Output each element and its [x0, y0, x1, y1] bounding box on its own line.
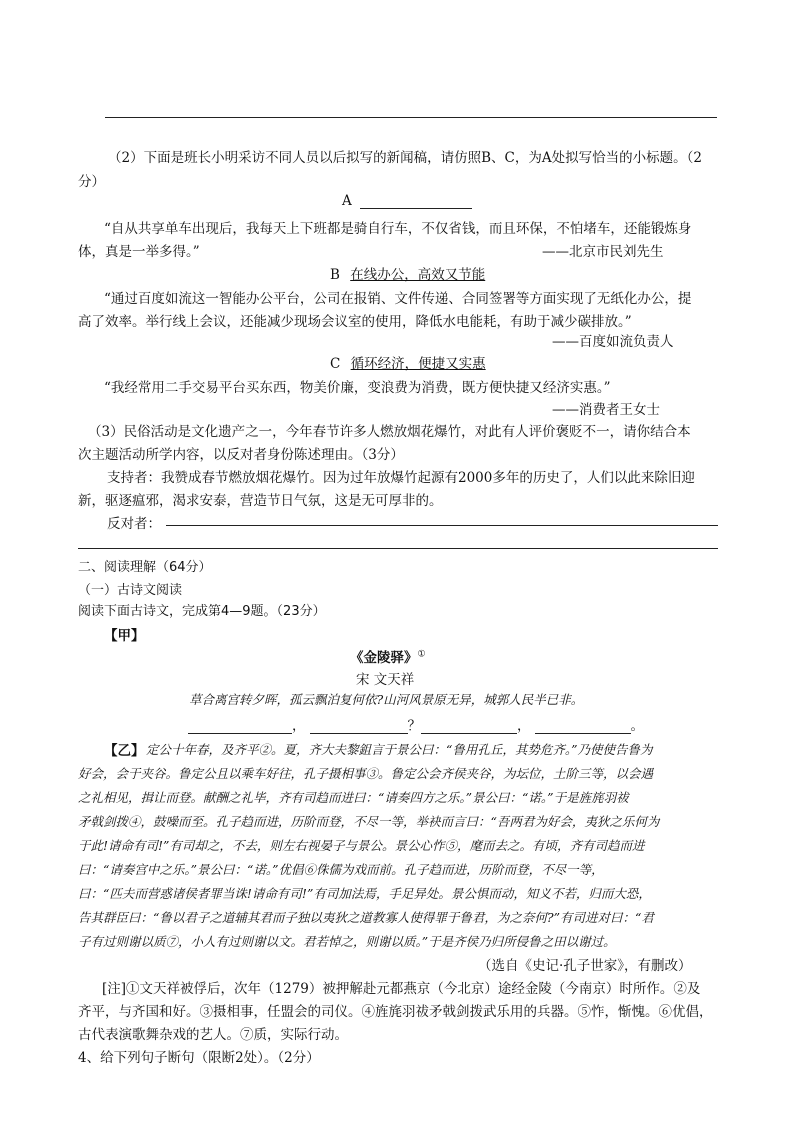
yi-line-6: 曰：“匹夫而营惑诸侯者罪当诛!请命有司!”有司加法焉，手足异处。景公惧而动，知义不若，归而大恐，	[78, 886, 651, 901]
yi-line-2: 之礼相见，揖让而登。献酬之礼毕，齐有司趋而进曰：“请奏四方之乐。”景公曰：“诺。”于是旌旄羽祓	[78, 790, 629, 805]
q2-a-quote-line2: 体，真是一举多得。”	[78, 244, 200, 260]
poem-blank-3[interactable]	[421, 719, 517, 734]
poem-blank-end: 。	[630, 718, 644, 734]
q2-c-quote: “我经常用二手交易平台买东西，物美价廉，变浪费为消费，既方便快捷又经济实惠。”	[104, 380, 611, 396]
poem-blank-1[interactable]	[188, 719, 292, 734]
poem-note-mark: ①	[417, 649, 426, 660]
q2-prompt-line1: （2）下面是班长小明采访不同人员以后拟写的新闻稿，请仿照B、C，为A处拟写恰当的小标题。（2	[108, 150, 702, 166]
yi-line-1: 好会，会于夹谷。鲁定公且以乘车好往，孔子摄相事③。鲁定公会齐侯夹谷，为坛位，土阶三等，以会遇	[78, 766, 654, 781]
poem-author: 宋 文天祥	[356, 672, 415, 688]
q3-oppose-answer-line[interactable]	[166, 525, 718, 526]
q3-oppose-label: 反对者：	[107, 516, 161, 532]
q2-b-quote-line2: 高了效率。举行线上会议，还能减少现场会议室的使用，降低水电能耗，有助于减少碳排放。”	[78, 314, 632, 330]
q4-prompt: 4、给下列句子断句（限断2处）。（2分）	[78, 1050, 320, 1066]
q2-c-heading	[330, 352, 486, 372]
q3-oppose-row	[107, 512, 161, 532]
jia-label: 【甲】	[104, 628, 145, 644]
poem-blank-row	[188, 714, 644, 734]
yi-line-7: 告其群臣曰：“鲁以君子之道辅其君而子独以夷狄之道教寡人使得罪于鲁君，为之奈何?”有司进对曰：“君	[78, 910, 654, 925]
q2-a-answer-blank[interactable]	[360, 194, 472, 209]
notes-line3: 古代表演歌舞杂戏的艺人。⑦质，实际行动。	[78, 1027, 348, 1043]
q2-prompt-line2: 分）	[78, 174, 105, 190]
q2-b-label: B	[330, 267, 340, 283]
poem-title: 《金陵驿》	[350, 650, 418, 666]
q2-b-source: ——百度如流负责人	[552, 334, 674, 350]
q2-a-heading	[342, 193, 472, 209]
q2-b-heading	[330, 263, 485, 283]
yi-line-0: 定公十年春，及齐平②。夏，齐大夫黎鉏言于景公曰：“鲁用孔丘，其势危齐。”乃使使告鲁为	[146, 742, 653, 757]
q2-b-title: 在线办公，高效又节能	[350, 267, 486, 283]
q3-answer-line-2[interactable]	[78, 548, 718, 549]
section2-instruction: 阅读下面古诗文，完成第4—9题。（23分）	[78, 604, 326, 619]
poem-title-row	[350, 646, 426, 666]
q3-support-line1: 支持者：我赞成春节燃放烟花爆竹。因为过年放爆竹起源有2000多年的历史了，人们以此来除旧迎	[107, 470, 695, 486]
poem-blank-4[interactable]	[535, 719, 631, 734]
q2-c-title: 循环经济，便捷又实惠	[350, 356, 486, 372]
q2-a-quote-line1: “自从共享单车出现后，我每天上下班都是骑自行车，不仅省钱，而且环保，不怕堵车，还能锻炼身	[104, 221, 692, 237]
yi-source: （选自《史记·孔子世家》，有删改）	[478, 958, 692, 974]
q2-a-source: ——北京市民刘先生	[542, 244, 664, 260]
q2-c-label: C	[330, 356, 341, 372]
top-divider	[105, 117, 717, 118]
poem-line1: 草合离宫转夕晖，孤云飘泊复何依?山河风景原无异，城郭人民半已非。	[189, 692, 584, 707]
q3-prompt-line2: 次主题活动所学内容，以反对者身份陈述理由。（3分）	[78, 447, 404, 463]
notes-line2: 齐平，与齐国和好。③摄相事，任盟会的司仪。④旌旄羽祓矛戟剑拨武乐用的兵器。⑤怍，惭愧。⑥优倡，	[78, 1004, 713, 1020]
yi-line-5: 曰：“请奏宫中之乐。”景公曰：“诺。”优倡⑥侏儒为戏而前。孔子趋而进，历阶而登，不尽一等，	[78, 862, 604, 877]
poem-blank-sep1: ，	[292, 718, 306, 734]
q2-c-source: ——消费者王女士	[552, 402, 660, 418]
yi-label: 【乙】	[104, 743, 145, 759]
q3-support-line2: 新，驱逐瘟邪，渴求安泰，营造节日气氛，这是无可厚非的。	[78, 493, 443, 509]
yi-line-4: 于此!请命有司!”有司却之，不去，则左右视晏子与景公。景公心怍⑤，麾而去之。有顷，齐有司趋而进	[78, 838, 645, 853]
section2-sub-heading: （一）古诗文阅读	[78, 583, 183, 598]
section2-heading: 二、阅读理解（64分）	[78, 560, 212, 575]
poem-blank-2[interactable]	[310, 719, 408, 734]
q2-b-quote-line1: “通过百度如流这一智能办公平台，公司在报销、文件传递、合同签署等方面实现了无纸化办公，提	[104, 291, 692, 307]
yi-line-3: 矛戟剑拨④，鼓噪而至。孔子趋而进，历阶而登，不尽一等，举袂而言曰：“吾两君为好会，夷狄之乐何为	[78, 814, 660, 829]
yi-line-8: 子有过则谢以质⑦，小人有过则谢以文。君若悼之，则谢以质。”于是齐侯乃归所侵鲁之田以谢过。	[78, 934, 616, 949]
poem-blank-sep3: ，	[517, 718, 531, 734]
poem-blank-sep2: ？	[407, 718, 421, 734]
q2-a-label: A	[342, 193, 352, 209]
notes-line1: [注]①文天祥被俘后，次年（1279）被押解赴元都燕京（今北京）途经金陵（今南京）时所作。②及	[102, 981, 701, 997]
q3-prompt-line1: （3）民俗活动是文化遗产之一，今年春节许多人燃放烟花爆竹，对此有人评价褒贬不一，请你结合本	[88, 424, 691, 440]
